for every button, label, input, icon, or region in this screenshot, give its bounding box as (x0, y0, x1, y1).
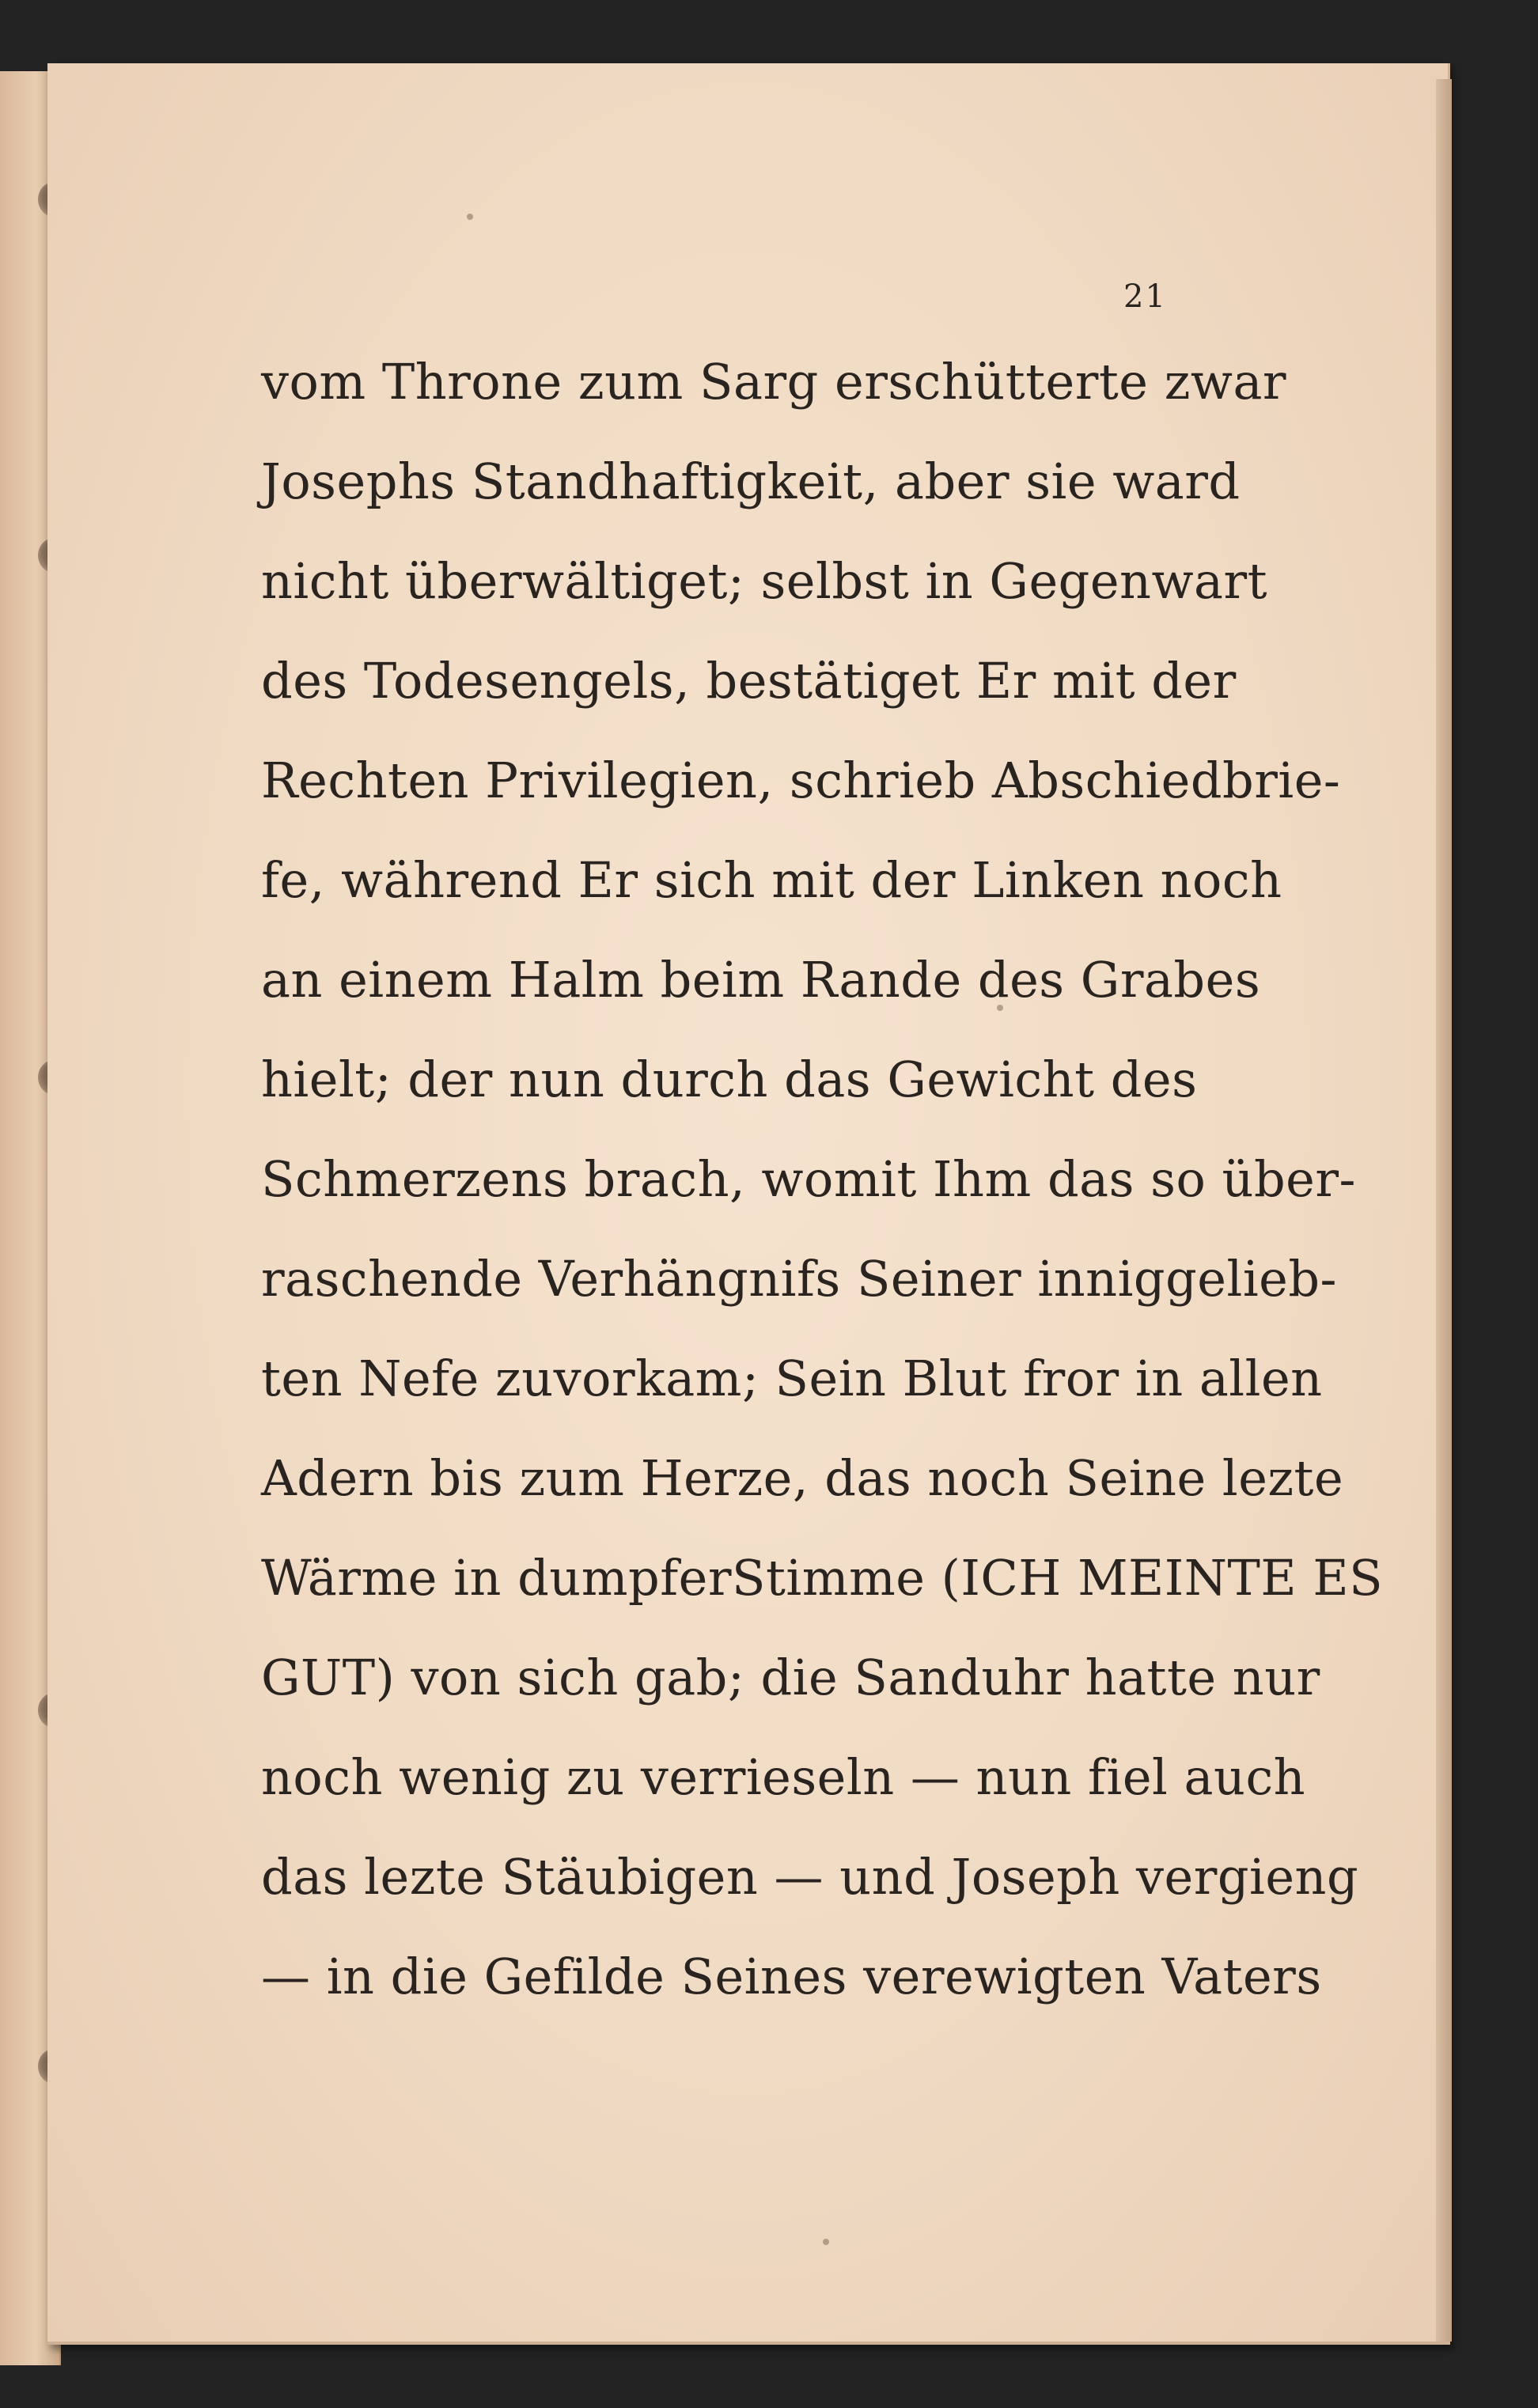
text-line: Schmerzens brach, womit Ihm das so über- (261, 1150, 1356, 1208)
text-line: des Todesengels, bestätiget Er mit der (261, 652, 1237, 710)
text-line: vom Throne zum Sarg erschütterte zwar (261, 353, 1287, 411)
text-line: das lezte Stäubigen — und Joseph vergieng (261, 1848, 1359, 1906)
text-line: hielt; der nun durch das Gewicht des (261, 1051, 1198, 1108)
paper-speck (467, 214, 473, 220)
page-number: 21 (1123, 278, 1167, 315)
text-line: nicht überwältiget; selbst in Gegenwart (261, 552, 1268, 610)
paper-speck (823, 2239, 829, 2245)
body-text (261, 332, 1384, 2027)
text-line: GUT) von sich gab; die Sanduhr hatte nur (261, 1649, 1320, 1706)
text-line: raschende Verhängnifs Seiner inniggelieb- (261, 1250, 1337, 1308)
page-edge-shadow (1436, 79, 1452, 2342)
text-line: fe, während Er sich mit der Linken noch (261, 851, 1282, 909)
text-line: — in die Gefilde Seines verewigten Vaters (261, 1948, 1322, 2005)
text-line: ten Nefe zuvorkam; Sein Blut fror in allen (261, 1350, 1323, 1407)
text-line: Josephs Standhaftigkeit, aber sie ward (261, 452, 1241, 510)
text-line: Wärme in dumpferStimme (ICH MEINTE ES (261, 1549, 1384, 1607)
text-line: an einem Halm beim Rande des Grabes (261, 951, 1261, 1009)
text-line: Rechten Privilegien, schrieb Abschiedbrie- (261, 752, 1341, 809)
text-line: Adern bis zum Herze, das noch Seine lezte (261, 1449, 1344, 1507)
text-line: noch wenig zu verrieseln — nun fiel auch (261, 1748, 1306, 1806)
